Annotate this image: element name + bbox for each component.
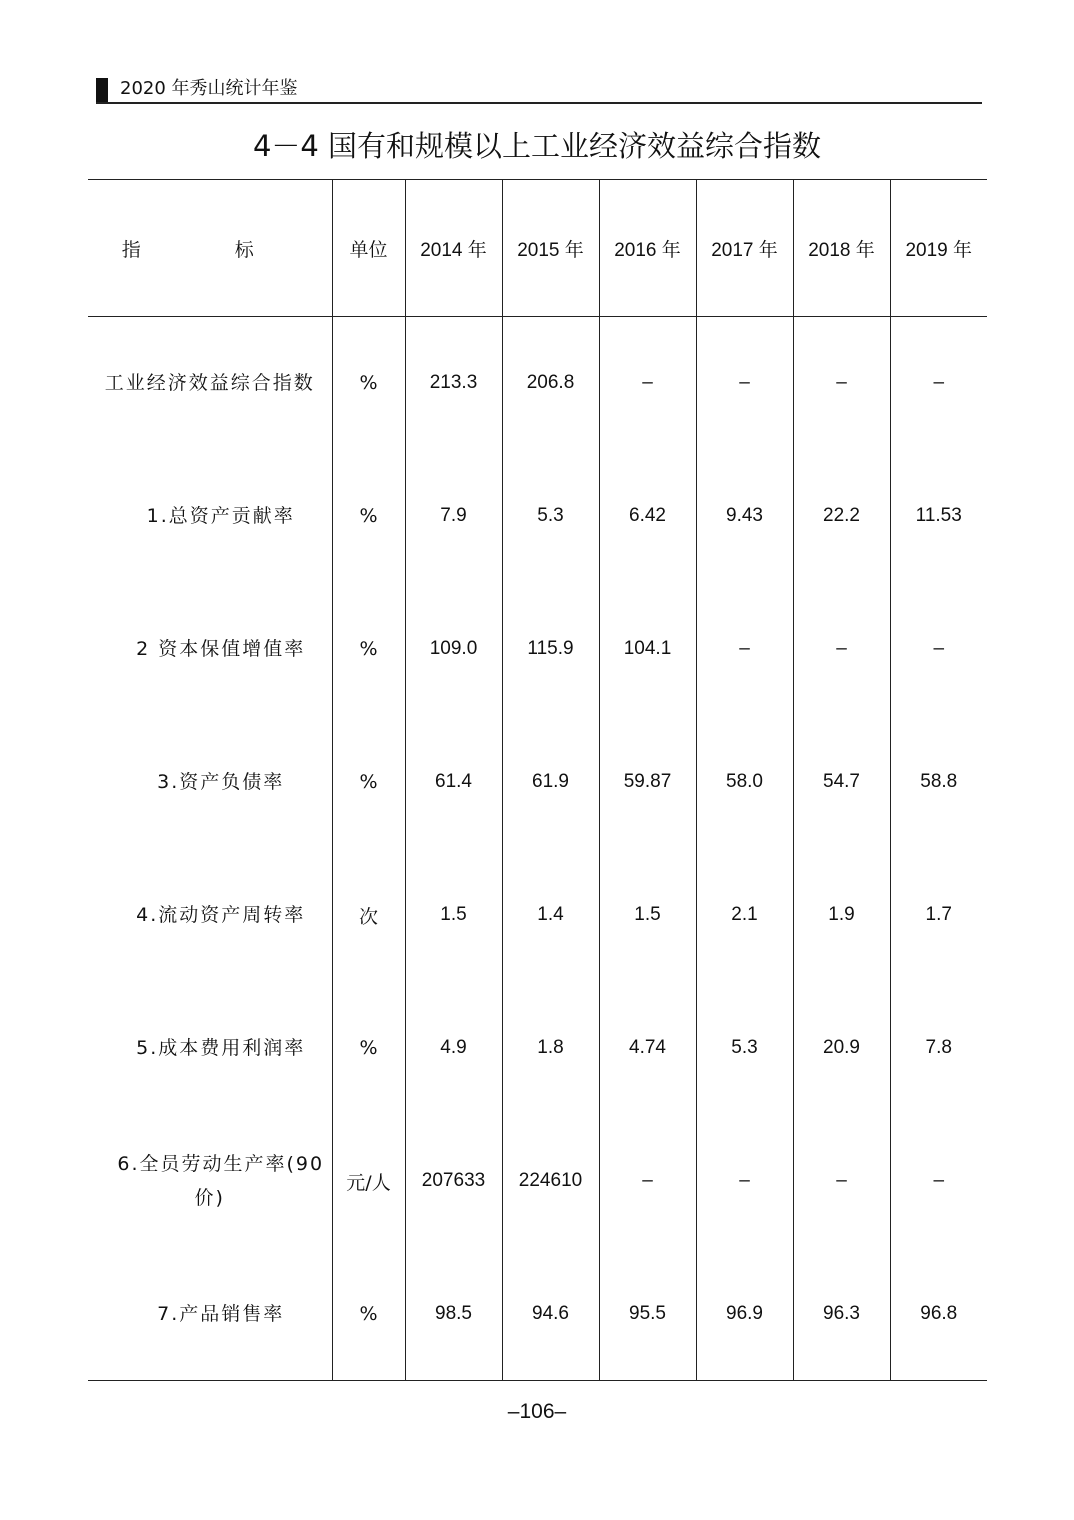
- value-cell: 11.53: [890, 450, 987, 583]
- indicator-name: 7.产品销售率: [88, 1248, 332, 1381]
- value-cell: 96.3: [793, 1248, 890, 1381]
- indicator-name: 工业经济效益综合指数: [104, 372, 315, 395]
- value-cell: 109.0: [405, 583, 502, 716]
- value-cell: –: [793, 583, 890, 716]
- table-row: [88, 450, 987, 583]
- value-cell: 94.6: [502, 1248, 599, 1381]
- value-cell: 5.3: [696, 982, 793, 1115]
- unit-cell: %: [332, 716, 405, 849]
- unit-cell: %: [332, 583, 405, 716]
- value-cell: 104.1: [599, 583, 696, 716]
- column-header-year: 2017 年: [696, 180, 793, 317]
- unit-cell: 次: [332, 849, 405, 982]
- value-cell: 58.0: [696, 716, 793, 849]
- value-cell: 1.5: [599, 849, 696, 982]
- value-cell: –: [890, 583, 987, 716]
- indicator-name: 3.资产负债率: [157, 771, 285, 793]
- column-header-year: 2014 年: [405, 180, 502, 317]
- table-row: [88, 849, 987, 982]
- value-cell: 96.9: [696, 1248, 793, 1381]
- value-cell: –: [890, 317, 987, 450]
- page-number: –106–: [507, 1400, 567, 1423]
- value-cell: 54.7: [793, 716, 890, 849]
- column-header-year: 2019 年: [890, 180, 987, 317]
- value-cell: 7.9: [405, 450, 502, 583]
- value-cell: 96.8: [890, 1248, 987, 1381]
- value-cell: –: [599, 317, 696, 450]
- value-cell: 207633: [405, 1115, 502, 1248]
- column-header-indicator: 指 标: [88, 180, 332, 317]
- unit-cell: %: [332, 317, 405, 450]
- unit-cell: %: [332, 1248, 405, 1381]
- value-cell: 61.9: [502, 716, 599, 849]
- value-cell: –: [696, 317, 793, 450]
- value-cell: 1.8: [502, 982, 599, 1115]
- indicator-name: 6.全员劳动生产率(90 价): [117, 1153, 325, 1209]
- value-cell: 7.8: [890, 982, 987, 1115]
- table-row: [88, 583, 987, 716]
- running-title: 2020 年秀山统计年鉴: [120, 78, 298, 99]
- table-row: [88, 317, 987, 450]
- value-cell: 4.74: [599, 982, 696, 1115]
- indicator-name: 5.成本费用利润率: [136, 1037, 306, 1059]
- value-cell: 5.3: [502, 450, 599, 583]
- value-cell: 61.4: [405, 716, 502, 849]
- value-cell: –: [793, 1115, 890, 1248]
- value-cell: 59.87: [599, 716, 696, 849]
- unit-cell: %: [332, 450, 405, 583]
- value-cell: 115.9: [502, 583, 599, 716]
- unit-cell: 元/人: [332, 1115, 405, 1248]
- column-header-year: 2018 年: [793, 180, 890, 317]
- indicator-name: 1.总资产贡献率: [146, 505, 295, 527]
- value-cell: 224610: [502, 1115, 599, 1248]
- value-cell: –: [696, 1115, 793, 1248]
- indicator-name: 4.流动资产周转率: [136, 904, 306, 926]
- value-cell: 98.5: [405, 1248, 502, 1381]
- value-cell: 6.42: [599, 450, 696, 583]
- value-cell: 9.43: [696, 450, 793, 583]
- table-row: [88, 1115, 987, 1248]
- table-row: [88, 982, 987, 1115]
- column-header-year: 2016 年: [599, 180, 696, 317]
- column-header-year: 2015 年: [502, 180, 599, 317]
- value-cell: 95.5: [599, 1248, 696, 1381]
- value-cell: 4.9: [405, 982, 502, 1115]
- value-cell: 20.9: [793, 982, 890, 1115]
- value-cell: 213.3: [405, 317, 502, 450]
- value-cell: –: [599, 1115, 696, 1248]
- value-cell: 2.1: [696, 849, 793, 982]
- value-cell: 1.4: [502, 849, 599, 982]
- unit-cell: %: [332, 982, 405, 1115]
- indicator-table: [88, 179, 987, 1381]
- indicator-name: 2 资本保值增值率: [136, 638, 306, 660]
- value-cell: 206.8: [502, 317, 599, 450]
- table-row: [88, 716, 987, 849]
- column-header-unit: 单位: [332, 180, 405, 317]
- table-header-row: [88, 180, 987, 317]
- value-cell: 22.2: [793, 450, 890, 583]
- value-cell: 1.5: [405, 849, 502, 982]
- value-cell: 1.9: [793, 849, 890, 982]
- value-cell: –: [696, 583, 793, 716]
- value-cell: –: [890, 1115, 987, 1248]
- value-cell: 58.8: [890, 716, 987, 849]
- table-row: [88, 1248, 987, 1381]
- value-cell: –: [793, 317, 890, 450]
- header-marker: [96, 78, 108, 102]
- running-header: [96, 76, 982, 104]
- value-cell: 1.7: [890, 849, 987, 982]
- table-title: 4－4 国有和规模以上工业经济效益综合指数: [252, 129, 822, 163]
